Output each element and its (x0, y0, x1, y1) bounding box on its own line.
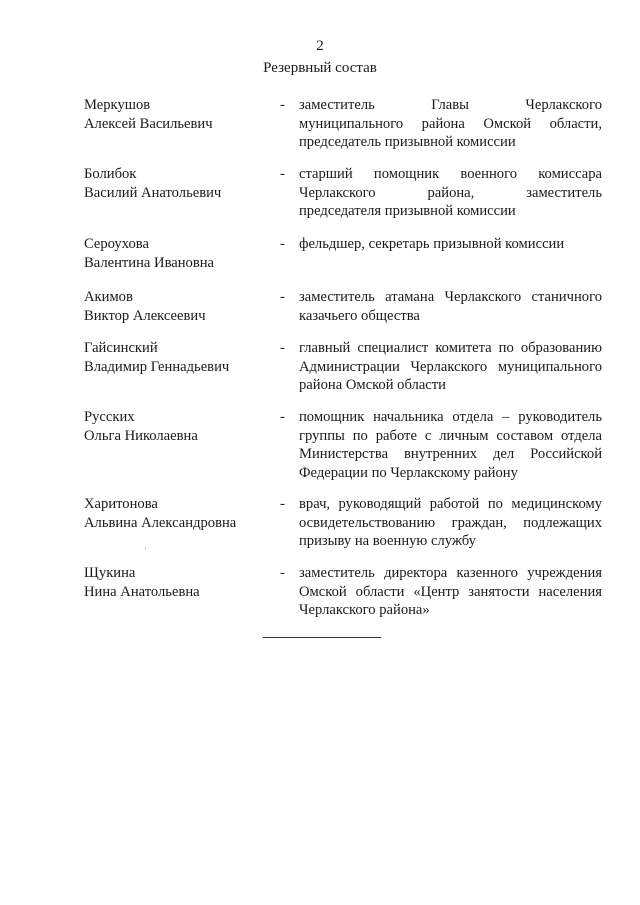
member-role-line: Черлакского района, заместитель (299, 184, 602, 201)
member-surname: Русских (84, 409, 135, 425)
member-role-line: группы по работе с личным составом отдела (299, 427, 602, 444)
page-number: 2 (316, 38, 324, 54)
member-surname: Болибок (84, 166, 137, 182)
member-given-names: Виктор Алексеевич (84, 307, 206, 324)
member-role (299, 408, 602, 482)
member-surname: Харитонова (84, 496, 158, 512)
member-role-line: казачьего общества (299, 307, 420, 324)
member-role (299, 288, 602, 325)
closing-rule (263, 637, 381, 638)
member-dash: - (280, 97, 285, 113)
member-surname: Щукина (84, 565, 136, 581)
scan-speck (145, 548, 146, 549)
member-role-line: заместитель директора казенного учреждения (299, 565, 602, 581)
member-role-line: председатель призывной комиссии (299, 134, 516, 150)
member-role (299, 165, 602, 221)
member-role-line: освидетельствованию граждан, подлежащих (299, 514, 602, 531)
member-name (84, 408, 274, 445)
member-role-line: фельдшер, секретарь призывной комиссии (299, 236, 565, 252)
member-given-names: Владимир Геннадьевич (84, 358, 230, 375)
member-role-line: врач, руководящий работой по медицинскому (299, 496, 602, 512)
member-role-line: заместитель атамана Черлакского станичного (299, 289, 602, 305)
member-given-names: Альвина Александровна (84, 514, 237, 531)
member-name (84, 288, 274, 325)
member-role (299, 495, 602, 551)
member-role-line: Министерства внутренних дел Российской (299, 446, 602, 462)
member-role-line: заместитель Главы Черлакского (299, 97, 602, 113)
member-role (299, 235, 602, 254)
member-name (84, 339, 274, 376)
member-dash: - (280, 496, 285, 512)
member-name (84, 564, 274, 601)
member-name (84, 96, 274, 133)
member-role-line: Черлакского района» (299, 602, 430, 618)
member-dash: - (280, 166, 285, 182)
member-dash: - (280, 340, 285, 356)
member-name (84, 235, 274, 272)
member-name (84, 165, 274, 202)
member-dash: - (280, 409, 285, 425)
member-role-line: муниципального района Омской области, (299, 115, 602, 132)
member-given-names: Василий Анатольевич (84, 184, 222, 201)
member-role-line: главный специалист комитета по образованию (299, 340, 602, 356)
member-role-line: помощник начальника отдела – руководитель (299, 409, 602, 425)
member-given-names: Нина Анатольевна (84, 583, 200, 600)
member-dash: - (280, 289, 285, 305)
member-given-names: Ольга Николаевна (84, 427, 198, 444)
member-given-names: Валентина Ивановна (84, 254, 215, 271)
member-dash: - (280, 236, 285, 252)
member-role-line: района Омской области (299, 377, 446, 393)
member-dash: - (280, 565, 285, 581)
member-role-line: старший помощник военного комиссара (299, 166, 602, 182)
member-surname: Меркушов (84, 97, 151, 113)
member-role-line: Федерации по Черлакскому району (299, 464, 518, 481)
member-role (299, 564, 602, 620)
member-role (299, 339, 602, 395)
member-surname: Акимов (84, 289, 133, 305)
member-role-line: призыву на военную службу (299, 533, 476, 549)
member-surname: Сероухова (84, 236, 149, 252)
member-role-line: Омской области «Центр занятости населения (299, 583, 602, 600)
member-role-line: Администрации Черлакского муниципального (299, 358, 602, 375)
member-surname: Гайсинский (84, 340, 158, 356)
page-title: Резервный состав (263, 60, 377, 76)
member-role-line: председателя призывной комиссии (299, 203, 516, 219)
member-name (84, 495, 274, 532)
member-given-names: Алексей Васильевич (84, 115, 213, 132)
member-role (299, 96, 602, 152)
